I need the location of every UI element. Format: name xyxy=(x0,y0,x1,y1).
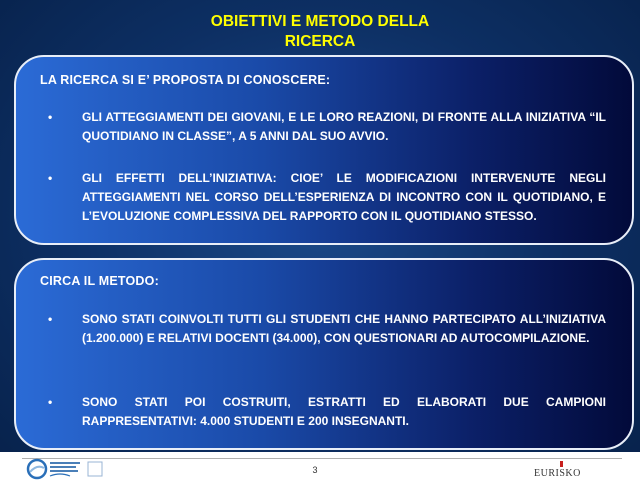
slide-title-line-1: OBIETTIVI E METODO DELLA xyxy=(210,13,430,30)
research-goals-heading: LA RICERCA SI E’ PROPOSTA DI CONOSCERE: xyxy=(40,73,331,87)
research-goal-item: GLI EFFETTI DELL’INIZIATIVA: CIOE’ LE MODIFICAZIONI INTERVENUTE NEGLI ATTEGGIAMENTI NEL CORSO DELL’ESPERIENZA DI INCONTRO CON IL QUOTIDIANO, E L’EVOLUZIONE COMPLESSIVA DEL RAPPORTO CON IL QUOTIDIANO STESSO. xyxy=(82,171,606,223)
bullet-marker: • xyxy=(48,171,53,185)
research-goals-panel xyxy=(14,55,634,245)
method-item: SONO STATI POI COSTRUITI, ESTRATTI ED ELABORATI DUE CAMPIONI RAPPRESENTATIVI: 4.000 STUDENTI E 200 INSEGNANTI. xyxy=(82,395,606,428)
slide-title xyxy=(0,12,640,52)
bullet-marker: • xyxy=(48,395,53,409)
method-item: SONO STATI COINVOLTI TUTTI GLI STUDENTI CHE HANNO PARTECIPATO ALL’INIZIATIVA (1.200.000) E RELATIVI DOCENTI (34.000), CON QUESTIONARI AD AUTOCOMPILAZIONE. xyxy=(82,312,606,345)
research-goal-item: GLI ATTEGGIAMENTI DEI GIOVANI, E LE LORO REAZIONI, DI FRONTE ALLA INIZIATIVA “IL QUOTIDIANO IN CLASSE”, A 5 ANNI DAL SUO AVVIO. xyxy=(82,110,606,143)
footer-divider xyxy=(22,458,622,459)
bullet-marker: • xyxy=(48,312,53,326)
method-panel xyxy=(14,258,634,450)
method-heading: CIRCA IL METODO: xyxy=(40,274,159,288)
eurisko-logo: EURISKO xyxy=(534,468,581,479)
slide-title-line-2: RICERCA xyxy=(284,33,356,50)
osservatorio-logo-icon xyxy=(26,458,104,480)
eurisko-logo-mark xyxy=(560,461,563,467)
bullet-marker: • xyxy=(48,110,53,124)
page-number: 3 xyxy=(312,465,318,475)
